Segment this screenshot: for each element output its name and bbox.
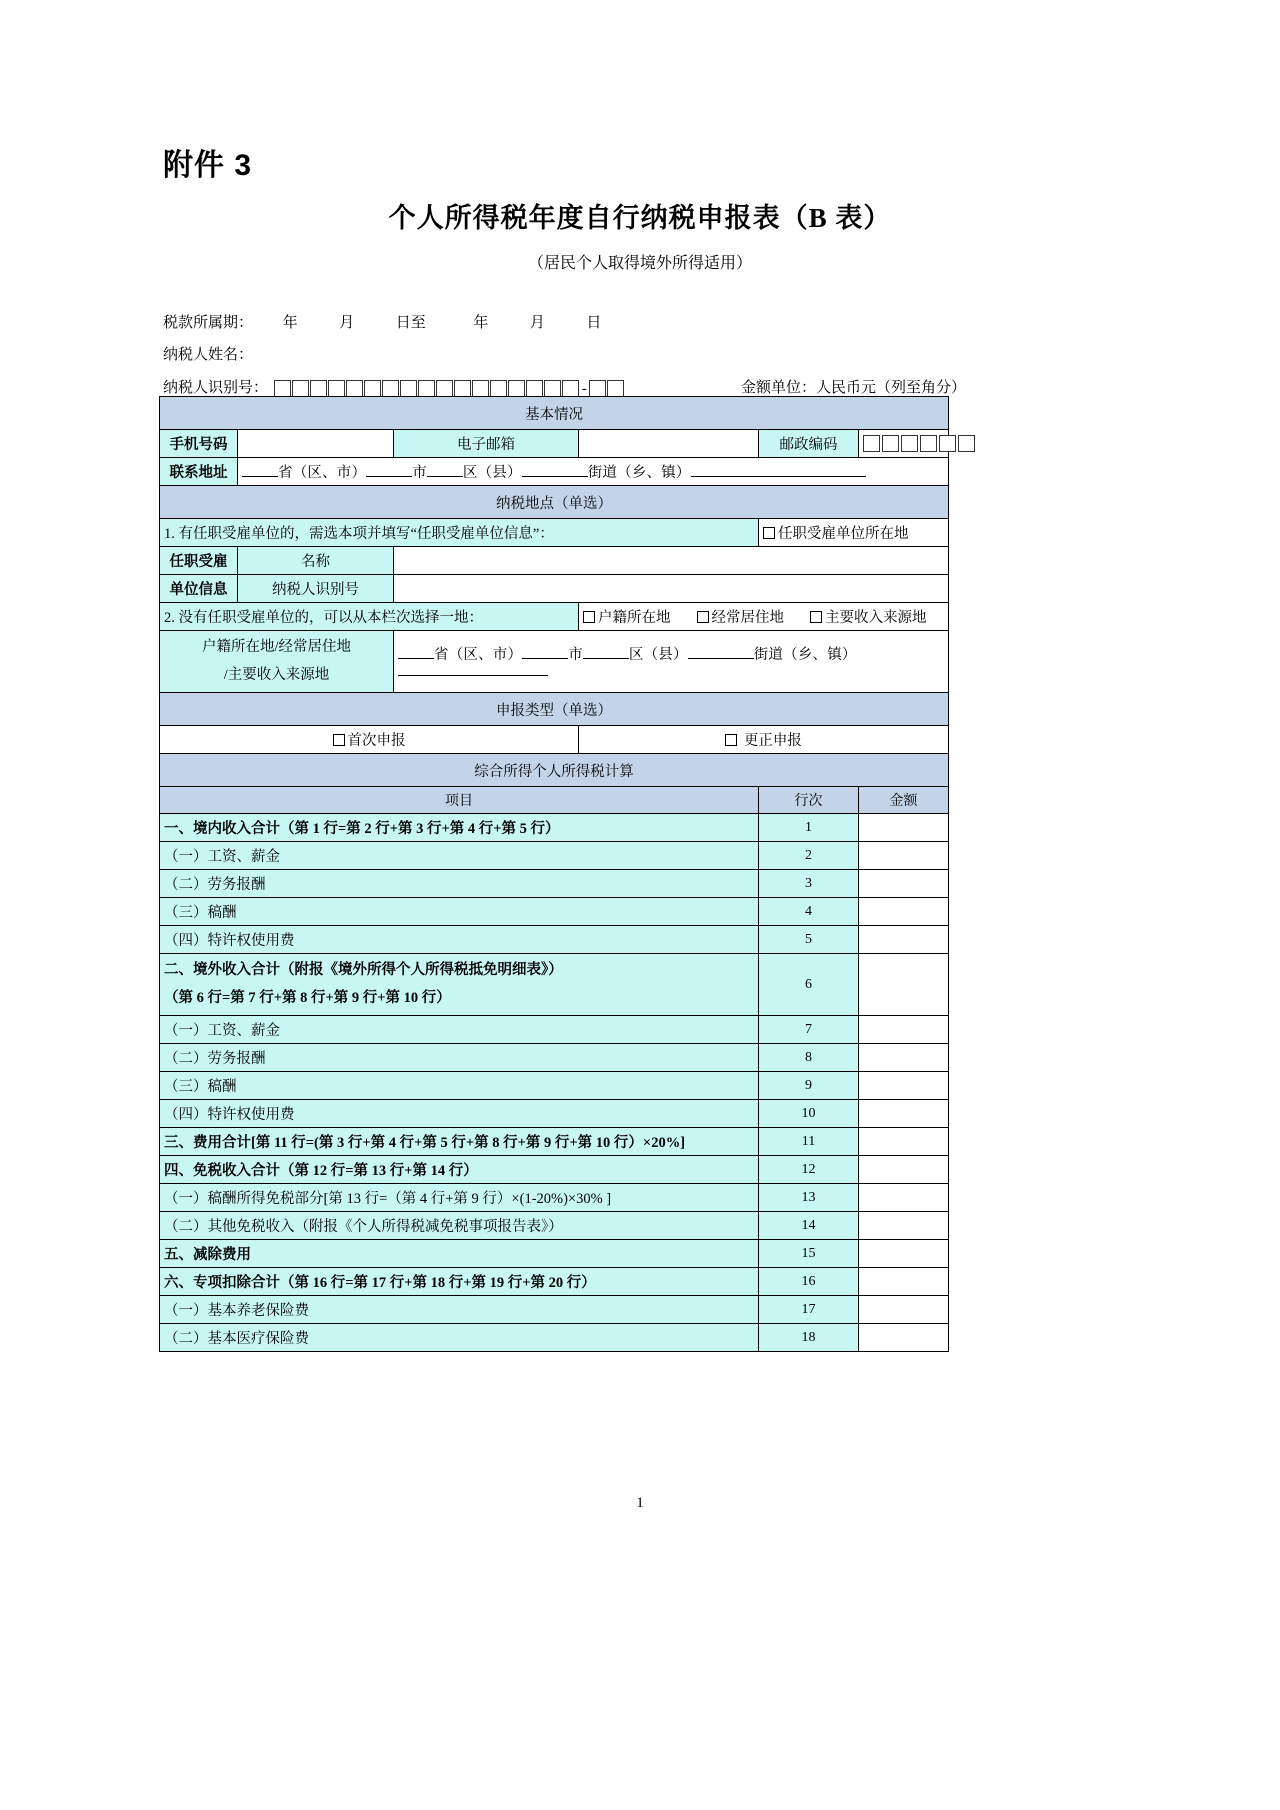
row-line-number: 8 (759, 1044, 859, 1072)
declaration-type-correction[interactable] (579, 726, 949, 754)
row-item-label: （二）其他免税收入（附报《个人所得税减免税事项报告表》） (160, 1212, 759, 1240)
checkbox-tax-location-1[interactable] (697, 611, 709, 623)
loc-street-label: 街道（乡、镇） (753, 646, 857, 663)
checkbox-tax-location-2-label: 主要收入来源地 (825, 610, 927, 626)
row-amount-input[interactable] (859, 926, 949, 954)
postcode-box[interactable] (939, 435, 956, 452)
row-item-label: 一、境内收入合计（第 1 行=第 2 行+第 3 行+第 4 行+第 5 行） (160, 814, 759, 842)
row-line-number: 14 (759, 1212, 859, 1240)
row-item-label: （三）稿酬 (160, 1072, 759, 1100)
table-row (160, 814, 949, 842)
row-item-label: 四、免税收入合计（第 12 行=第 13 行+第 14 行） (160, 1156, 759, 1184)
row-item-label: （二）劳务报酬 (160, 1044, 759, 1072)
table-row (160, 1016, 949, 1044)
row-line-number: 4 (759, 898, 859, 926)
row-line-number: 13 (759, 1184, 859, 1212)
row-item-label: （二）基本医疗保险费 (160, 1324, 759, 1352)
taxpayer-id-box[interactable] (589, 380, 606, 397)
row-line-number: 7 (759, 1016, 859, 1044)
row-item-label: （一）工资、薪金 (160, 842, 759, 870)
email-input[interactable] (579, 430, 759, 458)
table-row (160, 1268, 949, 1296)
taxpayer-id-box[interactable] (472, 380, 489, 397)
table-row (160, 1212, 949, 1240)
registered-address-label (160, 631, 394, 693)
tax-calculation-title: 综合所得个人所得税计算 (160, 754, 949, 787)
taxpayer-id-dash: - (581, 380, 587, 397)
currency-unit-note: 金额单位：人民币元（列至角分） (741, 380, 967, 396)
row-amount-input[interactable] (859, 1296, 949, 1324)
page-subtitle: （居民个人取得境外所得适用） (527, 255, 752, 272)
taxpayer-id-box[interactable] (274, 380, 291, 397)
tax-period-label: 税款所属期： (163, 315, 254, 331)
taxpayer-id-box[interactable] (508, 380, 525, 397)
row-amount-input[interactable] (859, 1156, 949, 1184)
tax-location-choices[interactable] (579, 603, 949, 631)
loc-city-label: 市 (568, 646, 583, 663)
table-row (160, 1072, 949, 1100)
declaration-type-row (160, 726, 949, 754)
basic-info-title: 基本情况 (160, 397, 949, 430)
taxpayer-id-box[interactable] (400, 380, 417, 397)
tax-location-choice[interactable] (697, 606, 785, 627)
row-line-number: 15 (759, 1240, 859, 1268)
tax-location-title: 纳税地点（单选） (160, 486, 949, 519)
row-item-label: （四）特许权使用费 (160, 926, 759, 954)
taxpayer-id-box[interactable] (418, 380, 435, 397)
period-month-end: 月 (529, 315, 545, 331)
tax-location-option1-text: 1. 有任职受雇单位的，需选本项并填写“任职受雇单位信息”： (160, 519, 759, 547)
attachment-label: 附件 3 (163, 149, 253, 182)
row-line-number: 5 (759, 926, 859, 954)
row-amount-input[interactable] (859, 1072, 949, 1100)
row-line-number: 6 (759, 954, 859, 1016)
taxpayer-id-box[interactable] (544, 380, 561, 397)
column-header-item: 项目 (160, 787, 759, 814)
postcode-box[interactable] (920, 435, 937, 452)
header-meta (163, 310, 1123, 402)
row-line-number: 12 (759, 1156, 859, 1184)
employer-block-label-line1: 任职受雇 (160, 547, 238, 575)
row-line-number: 18 (759, 1324, 859, 1352)
row-line-number: 9 (759, 1072, 859, 1100)
period-day-end: 日 (586, 315, 602, 331)
period-year-end: 年 (473, 315, 489, 331)
row-line-number: 11 (759, 1128, 859, 1156)
checkbox-tax-location-0-label: 户籍所在地 (598, 610, 671, 626)
period-day-start-to: 日至 (395, 315, 426, 331)
employer-location-choice[interactable] (759, 519, 949, 547)
row-item-label-line1: 二、境外收入合计（附报《境外所得个人所得税抵免明细表》） (164, 962, 563, 979)
mobile-input[interactable] (238, 430, 394, 458)
row-line-number: 1 (759, 814, 859, 842)
column-header-amount: 金额 (859, 787, 949, 814)
taxpayer-id-box[interactable] (382, 380, 399, 397)
row-item-label: 三、费用合计[第 11 行=(第 3 行+第 4 行+第 5 行+第 8 行+第 9 行+第 10 行）×20%] (160, 1128, 759, 1156)
taxpayer-id-box[interactable] (607, 380, 624, 397)
loc-province-label: 省（区、市） (434, 646, 523, 663)
taxpayer-name-label: 纳税人姓名： (163, 347, 254, 363)
row-amount-input[interactable] (859, 1268, 949, 1296)
address-input[interactable] (238, 458, 949, 486)
loc-district-label: 区（县） (628, 646, 688, 663)
checkbox-correction-declaration-label: 更正申报 (743, 733, 802, 750)
checkbox-correction-declaration[interactable] (725, 734, 737, 746)
tax-location-choice[interactable] (583, 606, 671, 627)
employer-name-label: 名称 (238, 547, 394, 575)
period-year-start: 年 (282, 315, 298, 331)
registered-address-row (160, 631, 949, 693)
address-district-label: 区（县） (462, 465, 522, 481)
section-band-tax-calculation (160, 754, 949, 787)
row-amount-input[interactable] (859, 898, 949, 926)
row-item-label: （一）工资、薪金 (160, 1016, 759, 1044)
table-row (160, 898, 949, 926)
row-item-label: （四）特许权使用费 (160, 1100, 759, 1128)
registered-address-label-line2: /主要收入来源地 (223, 666, 330, 683)
row-amount-input[interactable] (859, 870, 949, 898)
email-label: 电子邮箱 (394, 430, 579, 458)
row-amount-input[interactable] (859, 1044, 949, 1072)
table-row (160, 1324, 949, 1352)
taxpayer-id-box[interactable] (526, 380, 543, 397)
tax-location-choice[interactable] (810, 606, 927, 627)
table-row (160, 870, 949, 898)
postcode-box[interactable] (958, 435, 975, 452)
row-line-number: 10 (759, 1100, 859, 1128)
taxpayer-id-box[interactable] (436, 380, 453, 397)
employer-block-label-line2: 单位信息 (160, 575, 238, 603)
declaration-type-first[interactable] (160, 726, 579, 754)
postcode-box[interactable] (901, 435, 918, 452)
row-amount-input[interactable] (859, 842, 949, 870)
taxpayer-id-box[interactable] (364, 380, 381, 397)
tax-declaration-table (159, 396, 949, 1352)
table-row (160, 1128, 949, 1156)
table-row (160, 842, 949, 870)
taxpayer-id-box[interactable] (490, 380, 507, 397)
employer-taxid-row (160, 575, 949, 603)
address-province-label: 省（区、市） (278, 465, 367, 481)
checkbox-first-declaration[interactable] (333, 734, 345, 746)
checkbox-employer-location-label: 任职受雇单位所在地 (778, 526, 909, 542)
taxpayer-id-box[interactable] (562, 380, 579, 397)
row-amount-input[interactable] (859, 1128, 949, 1156)
row-item-label: （二）劳务报酬 (160, 870, 759, 898)
table-row (160, 1156, 949, 1184)
checkbox-tax-location-2[interactable] (810, 611, 822, 623)
checkbox-tax-location-0[interactable] (583, 611, 595, 623)
table-row (160, 1184, 949, 1212)
row-amount-input[interactable] (859, 1212, 949, 1240)
registered-address-input[interactable] (394, 631, 949, 693)
table-row (160, 1044, 949, 1072)
page-number: 1 (636, 1495, 644, 1511)
row-item-label-line2: （第 6 行=第 7 行+第 8 行+第 9 行+第 10 行） (164, 989, 451, 1006)
taxpayer-id-box[interactable] (292, 380, 309, 397)
row-amount-input[interactable] (859, 1240, 949, 1268)
tax-period-row (163, 310, 1123, 336)
employer-taxid-label: 纳税人识别号 (238, 575, 394, 603)
employer-taxid-input[interactable] (394, 575, 949, 603)
row-line-number: 3 (759, 870, 859, 898)
row-line-number: 17 (759, 1296, 859, 1324)
row-item-label: （三）稿酬 (160, 898, 759, 926)
row-item-label: （一）稿酬所得免税部分[第 13 行=（第 4 行+第 9 行）×(1-20%)×30% ] (160, 1184, 759, 1212)
table-row (160, 926, 949, 954)
row-item-label: 五、减除费用 (160, 1240, 759, 1268)
row-amount-input[interactable] (859, 954, 949, 1016)
taxpayer-id-label: 纳税人识别号： (163, 380, 269, 396)
section-band-tax-location (160, 486, 949, 519)
row-line-number: 2 (759, 842, 859, 870)
row-amount-input[interactable] (859, 1100, 949, 1128)
section-band-basic-info (160, 397, 949, 430)
row-item-label (160, 954, 759, 1016)
table-row (160, 1296, 949, 1324)
employer-name-input[interactable] (394, 547, 949, 575)
tax-location-option2-row (160, 603, 949, 631)
taxpayer-id-box[interactable] (328, 380, 345, 397)
row-amount-input[interactable] (859, 1184, 949, 1212)
table-column-header (160, 787, 949, 814)
row-item-label: （一）基本养老保险费 (160, 1296, 759, 1324)
table-row (160, 1240, 949, 1268)
row-item-label: 六、专项扣除合计（第 16 行=第 17 行+第 18 行+第 19 行+第 20 行） (160, 1268, 759, 1296)
row-line-number: 16 (759, 1268, 859, 1296)
postcode-box[interactable] (882, 435, 899, 452)
postcode-boxes[interactable] (859, 430, 949, 458)
taxpayer-name-row (163, 342, 1123, 368)
postcode-label: 邮政编码 (759, 430, 859, 458)
address-street-label: 街道（乡、镇） (587, 465, 691, 481)
row-amount-input[interactable] (859, 814, 949, 842)
taxpayer-id-box[interactable] (310, 380, 327, 397)
employer-name-row (160, 547, 949, 575)
declaration-type-title: 申报类型（单选） (160, 693, 949, 726)
mobile-label: 手机号码 (160, 430, 238, 458)
column-header-line: 行次 (759, 787, 859, 814)
checkbox-tax-location-1-label: 经常居住地 (711, 610, 784, 626)
checkbox-first-declaration-label: 首次申报 (347, 733, 406, 750)
address-label: 联系地址 (160, 458, 238, 486)
contact-row (160, 430, 949, 458)
table-row (160, 1100, 949, 1128)
postcode-box[interactable] (863, 435, 880, 452)
registered-address-label-line1: 户籍所在地/经常居住地 (201, 639, 352, 655)
section-band-declaration-type (160, 693, 949, 726)
address-city-label: 市 (412, 465, 427, 481)
checkbox-employer-location[interactable] (763, 527, 775, 539)
tax-location-option1-row (160, 519, 949, 547)
taxpayer-id-box[interactable] (454, 380, 471, 397)
tax-location-option2-text: 2. 没有任职受雇单位的，可以从本栏次选择一地： (160, 603, 579, 631)
period-month-start: 月 (339, 315, 355, 331)
address-row (160, 458, 949, 486)
taxpayer-id-box[interactable] (346, 380, 363, 397)
table-row (160, 954, 949, 1016)
page-title: 个人所得税年度自行纳税申报表（B 表） (388, 203, 892, 233)
row-amount-input[interactable] (859, 1324, 949, 1352)
row-amount-input[interactable] (859, 1016, 949, 1044)
